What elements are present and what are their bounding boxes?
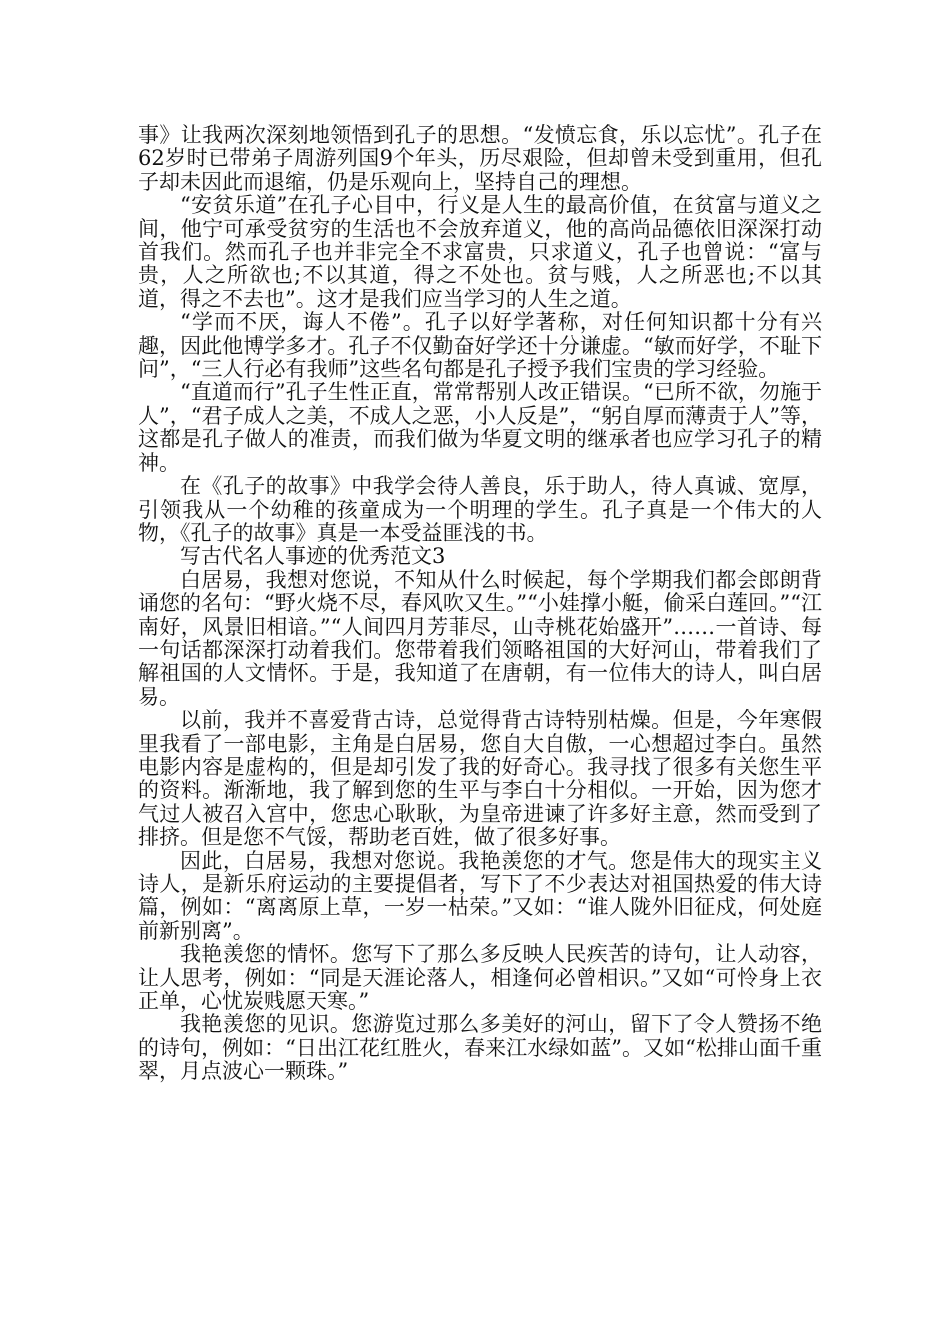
paragraph-8: 以前，我并不喜爱背古诗，总觉得背古诗特别枯燥。但是，今年寒假里我看了一部电影，主角是白居易，您自大自傲，一心想超过李白。虽然电影内容是虚构的，但是却引发了我的好奇心。我寻找了很多有关您生平的资料。渐渐地，我了解到您的生平与李白十分相似。一开始，因为您才气过人被召入宫中，您忠心耿耿，为皇帝进谏了许多好主意，然而受到了排挤。但是您不气馁，帮助老百姓，做了很多好事。 bbox=[138, 708, 822, 850]
paragraph-2: “安贫乐道”在孔子心目中，行义是人生的最高价值，在贫富与道义之间，他宁可承受贫穷的生活也不会放弃道义，他的高尚品德依旧深深打动首我们。然而孔子也并非完全不求富贵，只求道义，孔子也曾说：“富与贵，人之所欲也;不以其道，得之不处也。贫与贱，人之所恶也;不以其道，得之不去也”。这才是我们应当学习的人生之道。 bbox=[138, 193, 822, 311]
paragraph-7: 白居易，我想对您说，不知从什么时候起，每个学期我们都会郎朗背诵您的名句：“野火烧不尽，春风吹又生。”“小娃撑小艇，偷采白莲回。”“江南好，风景旧相谙。”“人间四月芳菲尽，山寺桃花始盛开”……一首诗、每一句话都深深打动着我们。您带着我们领略祖国的大好河山，带着我们了解祖国的人文情怀。于是，我知道了在唐朝，有一位伟大的诗人，叫白居易。 bbox=[138, 567, 822, 709]
paragraph-4: “直道而行”孔子生性正直，常常帮别人改正错误。“已所不欲，勿施于人”，“君子成人之美，不成人之恶，小人反是”，“躬自厚而薄责于人”等，这都是孔子做人的准责，而我们做为华夏文明的继承者也应学习孔子的精神。 bbox=[138, 380, 822, 475]
paragraph-1: 事》让我两次深刻地领悟到孔子的思想。“发愤忘食，乐以忘忧”。孔子在62岁时已带弟子周游列国9个年头，历尽艰险，但却曾未受到重用，但孔子却未因此而退缩，仍是乐观向上，坚持自己的理想。 bbox=[138, 123, 822, 194]
document-body bbox=[138, 124, 822, 1084]
paragraph-11: 我艳羡您的见识。您游览过那么多美好的河山，留下了令人赞扬不绝的诗句，例如：“日出江花红胜火，春来江水绿如蓝”。又如“松排山面千重翠，月点波心一颗珠。” bbox=[138, 1012, 822, 1084]
paragraph-5: 在《孔子的故事》中我学会待人善良，乐于助人，待人真诚、宽厚，引领我从一个幼稚的孩童成为一个明理的学生。孔子真是一个伟大的人物，《孔子的故事》真是一本受益匪浅的书。 bbox=[138, 474, 822, 545]
paragraph-9: 因此，白居易，我想对您说。我艳羡您的才气。您是伟大的现实主义诗人，是新乐府运动的主要提倡者，写下了不少表达对祖国热爱的伟大诗篇，例如：“离离原上草，一岁一枯荣。”又如：“谁人陇外旧征戍，何处庭前新别离”。 bbox=[138, 848, 822, 943]
section-heading: 写古代名人事迹的优秀范文3 bbox=[180, 544, 446, 569]
paragraph-10: 我艳羡您的情怀。您写下了那么多反映人民疾苦的诗句，让人动容，让人思考，例如：“同是天涯论落人，相逢何必曾相识。”又如“可怜身上衣正单，心忧炭贱愿天寒。” bbox=[138, 942, 822, 1014]
paragraph-3: “学而不厌，诲人不倦”。孔子以好学著称，对任何知识都十分有兴趣，因此他博学多才。孔子不仅勤奋好学还十分谦虚。“敏而好学，不耻下问”，“三人行必有我师”这些名句都是孔子授予我们宝贵的学习经验。 bbox=[138, 310, 822, 382]
